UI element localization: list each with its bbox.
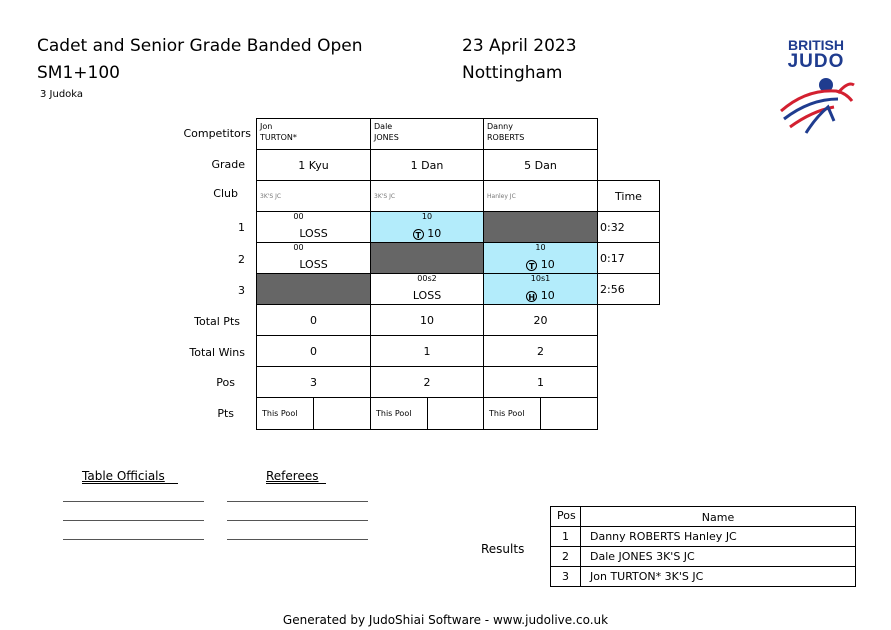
signature-line bbox=[63, 501, 204, 502]
event-venue: Nottingham bbox=[462, 63, 563, 83]
competitor-last-name: JONES bbox=[374, 133, 399, 142]
label-club: Club bbox=[213, 187, 238, 200]
blank-cell bbox=[370, 242, 484, 274]
score-code: 00 bbox=[293, 243, 304, 252]
grade-cell: 5 Dan bbox=[483, 149, 598, 181]
score-result: LOSS bbox=[299, 227, 328, 240]
grade-cell: 1 Kyu bbox=[256, 149, 371, 181]
signature-line bbox=[227, 501, 368, 502]
logo-text-judo: JUDO bbox=[787, 51, 845, 72]
referees-heading: Referees bbox=[266, 469, 319, 483]
match-score-cell bbox=[256, 242, 371, 274]
position-cell: 2 bbox=[370, 366, 484, 398]
tournament-title: Cadet and Senior Grade Banded Open bbox=[37, 36, 363, 56]
score-code: 10 bbox=[535, 243, 546, 252]
match-number-1: 1 bbox=[238, 221, 245, 234]
label-pos: Pos bbox=[216, 376, 235, 389]
score-code: 00 bbox=[293, 212, 304, 221]
results-table bbox=[550, 506, 856, 587]
label-total-wins: Total Wins bbox=[189, 346, 245, 359]
signature-line bbox=[63, 520, 204, 521]
technique-icon: T bbox=[413, 229, 424, 240]
competitor-cell bbox=[370, 118, 484, 150]
match-time: 0:17 bbox=[597, 242, 660, 274]
club-cell: Hanley JC bbox=[483, 180, 598, 212]
match-score-cell bbox=[483, 242, 598, 274]
score-code: 10s1 bbox=[530, 274, 551, 283]
result-name: Dale JONES 3K'S JC bbox=[580, 546, 856, 567]
match-time: 2:56 bbox=[597, 273, 660, 305]
category-label: SM1+100 bbox=[37, 63, 120, 83]
pts-cell bbox=[256, 397, 371, 430]
match-score-cell bbox=[256, 211, 371, 243]
result-name: Jon TURTON* 3K'S JC bbox=[580, 566, 856, 587]
competitor-last-name: TURTON* bbox=[260, 133, 297, 142]
label-grade: Grade bbox=[211, 158, 245, 171]
score-result: 10 bbox=[540, 258, 555, 271]
score-result: 10 bbox=[427, 227, 442, 240]
pts-cell bbox=[370, 397, 484, 430]
result-pos: 3 bbox=[550, 566, 581, 587]
total-pts-cell: 20 bbox=[483, 304, 598, 336]
footer-text: Generated by JudoShiai Software - www.judolive.co.uk bbox=[282, 613, 609, 627]
signature-line bbox=[227, 539, 368, 540]
match-number-3: 3 bbox=[238, 284, 245, 297]
total-pts-cell: 0 bbox=[256, 304, 371, 336]
signature-line bbox=[227, 520, 368, 521]
score-code: 10 bbox=[421, 212, 433, 221]
competitor-first-name: Danny bbox=[487, 122, 513, 131]
result-pos: 1 bbox=[550, 526, 581, 547]
judo-figure-icon bbox=[776, 71, 856, 141]
club-cell: 3K'S JC bbox=[256, 180, 371, 212]
total-wins-cell: 0 bbox=[256, 335, 371, 367]
results-header-pos: Pos bbox=[550, 506, 581, 527]
blank-cell bbox=[483, 211, 598, 243]
score-result: 10 bbox=[540, 289, 555, 302]
competitor-cell bbox=[256, 118, 371, 150]
grade-cell: 1 Dan bbox=[370, 149, 484, 181]
technique-icon: H bbox=[526, 291, 537, 302]
pts-this-pool-label: This Pool bbox=[489, 409, 525, 418]
pts-this-pool-label: This Pool bbox=[376, 409, 412, 418]
match-score-cell bbox=[483, 273, 598, 305]
judoka-count: 3 Judoka bbox=[40, 89, 84, 100]
pts-cell bbox=[483, 397, 598, 430]
blank-cell bbox=[256, 273, 371, 305]
match-score-cell bbox=[370, 211, 484, 243]
competitor-last-name: ROBERTS bbox=[487, 133, 525, 142]
competitor-first-name: Jon bbox=[260, 122, 273, 131]
result-pos: 2 bbox=[550, 546, 581, 567]
logo-text-british: BRITISH bbox=[788, 37, 844, 53]
time-header: Time bbox=[597, 180, 660, 212]
label-competitors: Competitors bbox=[183, 127, 251, 140]
match-score-cell bbox=[370, 273, 484, 305]
label-pts: Pts bbox=[217, 407, 234, 420]
technique-icon: T bbox=[526, 260, 537, 271]
british-judo-logo bbox=[776, 38, 856, 148]
score-result: LOSS bbox=[299, 258, 328, 271]
match-number-2: 2 bbox=[238, 253, 245, 266]
competitor-cell bbox=[483, 118, 598, 150]
label-total-pts: Total Pts bbox=[194, 315, 240, 328]
pts-this-pool-label: This Pool bbox=[262, 409, 298, 418]
results-header-name: Name bbox=[580, 506, 856, 527]
position-cell: 3 bbox=[256, 366, 371, 398]
event-date: 23 April 2023 bbox=[462, 36, 577, 56]
result-name: Danny ROBERTS Hanley JC bbox=[580, 526, 856, 547]
total-pts-cell: 10 bbox=[370, 304, 484, 336]
total-wins-cell: 1 bbox=[370, 335, 484, 367]
results-label: Results bbox=[481, 542, 525, 556]
signature-line bbox=[63, 539, 204, 540]
match-time: 0:32 bbox=[597, 211, 660, 243]
total-wins-cell: 2 bbox=[483, 335, 598, 367]
competitor-first-name: Dale bbox=[374, 122, 393, 131]
club-cell: 3K'S JC bbox=[370, 180, 484, 212]
score-code: 00s2 bbox=[417, 274, 437, 283]
table-officials-heading: Table Officials bbox=[82, 469, 165, 483]
score-result: LOSS bbox=[412, 289, 442, 302]
position-cell: 1 bbox=[483, 366, 598, 398]
